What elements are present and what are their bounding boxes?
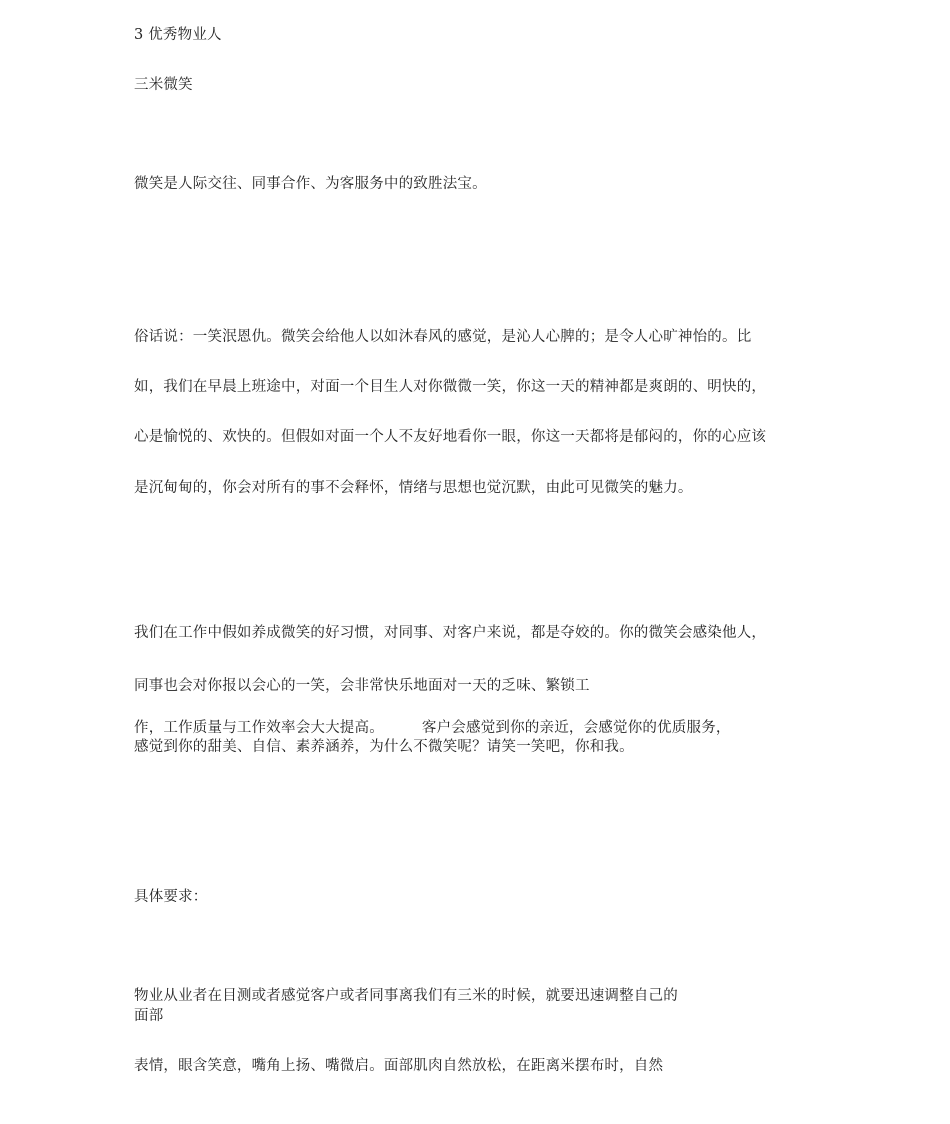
- document-header: 3 优秀物业人: [134, 27, 222, 43]
- paragraph1-line1: 俗话说：一笑泯恩仇。微笑会给他人以如沐春风的感觉，是沁人心脾的；是令人心旷神怡的。比: [134, 329, 752, 345]
- paragraph1-line3: 心是愉悦的、欢快的。但假如对面一个人不友好地看你一眼，你这一天都将是郁闷的，你的心应该: [134, 429, 767, 445]
- paragraph2-line1: 我们在工作中假如养成微笑的好习惯，对同事、对客户来说，都是夺姣的。你的微笑会感染他人，: [134, 625, 767, 641]
- paragraph1-line4: 是沉甸甸的，你会对所有的事不会释怀，情绪与思想也觉沉默，由此可见微笑的魅力。: [134, 480, 693, 496]
- paragraph2-line3-part1: 作，工作质量与工作效率会大大提高。: [134, 720, 384, 736]
- requirements-line3: 表情，眼含笑意，嘴角上扬、嘴微启。面部肌肉自然放松，在距离米摆布时，自然: [134, 1058, 664, 1074]
- intro-paragraph: 微笑是人际交往、同事合作、为客服务中的致胜法宝。: [134, 176, 487, 192]
- paragraph2-line2: 同事也会对你报以会心的一笑，会非常快乐地面对一天的乏味、繁锁工: [134, 678, 590, 694]
- requirements-heading: 具体要求：: [134, 889, 208, 905]
- paragraph2-line3: [134, 718, 731, 738]
- section-title: 三米微笑: [134, 77, 193, 93]
- paragraph2-line4: 感觉到你的甜美、自信、素养涵养，为什么不微笑呢？请笑一笑吧，你和我。: [134, 739, 634, 755]
- requirements-line2: 面部: [134, 1008, 164, 1024]
- paragraph2-line3-part2: 客户会感觉到你的亲近，会感觉你的优质服务，: [421, 720, 731, 736]
- paragraph1-line2: 如，我们在早晨上班途中，对面一个目生人对你微微一笑，你这一天的精神都是爽朗的、明快的，: [134, 379, 767, 395]
- requirements-line1: 物业从业者在目测或者感觉客户或者同事离我们有三米的时候，就要迅速调整自己的: [134, 988, 678, 1004]
